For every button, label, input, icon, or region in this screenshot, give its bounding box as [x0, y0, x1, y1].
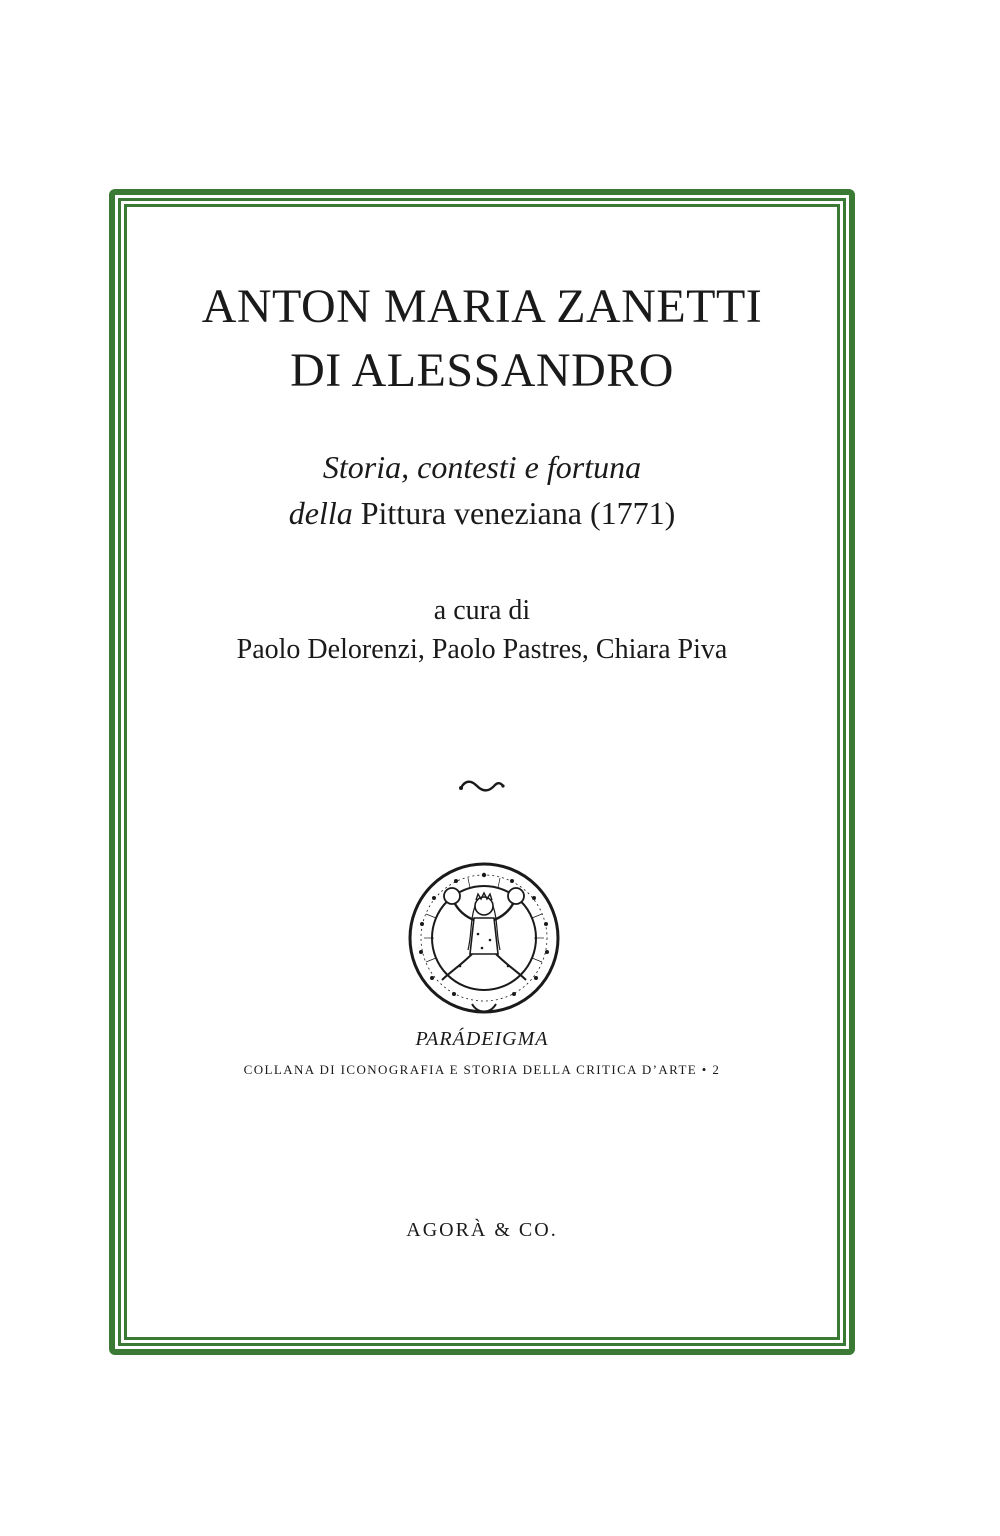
tilde-flourish-icon [457, 777, 507, 795]
series-name: PARÁDEIGMA [415, 1028, 549, 1050]
title-line-1: ANTON MARIA ZANETTI [201, 280, 763, 333]
series-description: COLLANA DI ICONOGRAFIA E STORIA DELLA CRITICA D’ARTE • 2 [243, 1062, 721, 1077]
subtitle-italic-word: della [288, 495, 353, 531]
title-line-2: DI ALESSANDRO [290, 344, 674, 397]
editors-names: Paolo Delorenzi, Paolo Pastres, Chiara Piva [236, 634, 728, 665]
publisher-name: AGORÀ & CO. [406, 1219, 558, 1241]
cover-content [127, 207, 837, 1337]
subtitle-line-1: Storia, contesti e fortuna [322, 449, 642, 485]
siren-serpent-emblem [402, 854, 566, 1018]
subtitle-book-title: Pittura veneziana (1771) [352, 495, 676, 531]
subtitle-line-2 [127, 497, 837, 529]
editors-label: a cura di [433, 595, 531, 626]
